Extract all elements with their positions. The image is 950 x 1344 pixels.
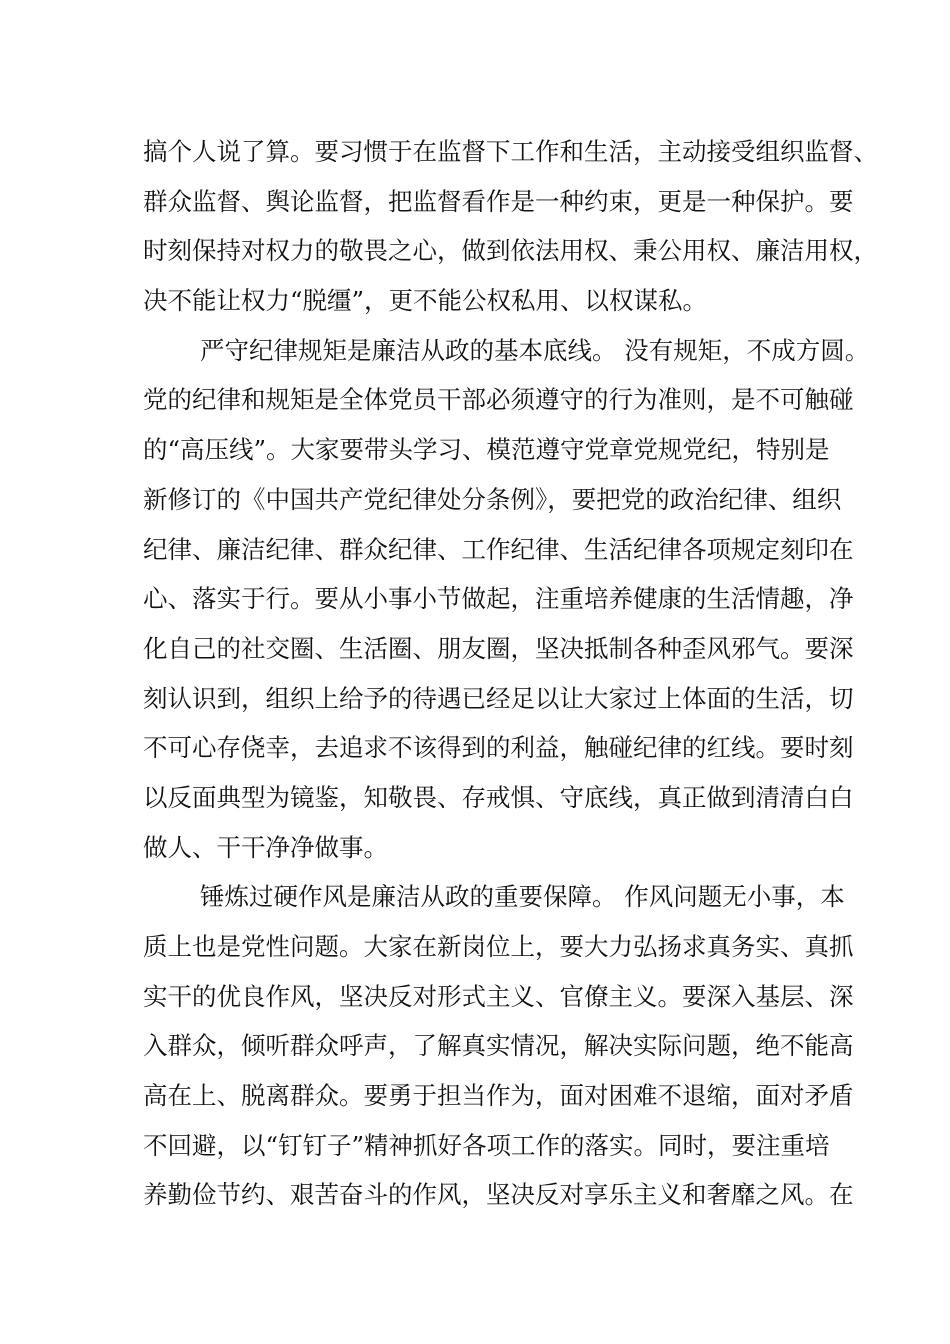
text-line: 纪律、廉洁纪律、群众纪律、工作纪律、生活纪律各项规定刻印在	[143, 534, 854, 564]
paragraph-work-style	[143, 872, 854, 1220]
text-line: 党的纪律和规矩是全体党员干部必须遵守的行为准则，是不可触碰	[143, 385, 854, 415]
text-line: 的“高压线”。大家要带头学习、模范遵守党章党规党纪，特别是	[143, 435, 830, 465]
paragraph-supervision	[143, 127, 878, 326]
text-line: 刻认识到，组织上给予的待遇已经足以让大家过上体面的生活，切	[143, 683, 854, 713]
text-line: 严守纪律规矩是廉洁从政的基本底线。 没有规矩，不成方圆。	[200, 335, 870, 365]
text-line: 质上也是党性问题。大家在新岗位上，要大力弘扬求真务实、真抓	[143, 932, 854, 961]
text-line: 不回避，以“钉钉子”精神抓好各项工作的落实。同时，要注重培	[143, 1130, 830, 1160]
text-line: 群众监督、舆论监督，把监督看作是一种约束，更是一种保护。要	[143, 186, 854, 216]
text-line: 新修订的《中国共产党纪律处分条例》，要把党的政治纪律、组织	[143, 484, 842, 514]
text-line: 养勤俭节约、艰苦奋斗的作风，坚决反对享乐主义和奢靡之风。在	[143, 1180, 854, 1210]
text-line: 不可心存侥幸，去追求不该得到的利益，触碰纪律的红线。要时刻	[143, 733, 854, 763]
text-line: 心、落实于行。要从小事小节做起，注重培养健康的生活情趣，净	[143, 584, 854, 614]
text-line: 搞个人说了算。要习惯于在监督下工作和生活，主动接受组织监督、	[143, 137, 878, 166]
text-line: 做人、干干净净做事。	[143, 832, 388, 862]
text-line: 锤炼过硬作风是廉洁从政的重要保障。 作风问题无小事，本	[200, 882, 845, 912]
document-page	[143, 127, 878, 1220]
text-line: 入群众，倾听群众呼声，了解真实情况，解决实际问题，绝不能高	[143, 1031, 854, 1061]
text-line: 化自己的社交圈、生活圈、朋友圈，坚决抵制各种歪风邪气。要深	[143, 633, 854, 663]
text-line: 以反面典型为镜鉴，知敬畏、存戒惧、守底线，真正做到清清白白	[143, 782, 854, 812]
text-line: 时刻保持对权力的敬畏之心，做到依法用权、秉公用权、廉洁用权，	[143, 236, 878, 266]
text-line: 决不能让权力“脱缰”，更不能公权私用、以权谋私。	[143, 286, 708, 316]
text-line: 高在上、脱离群众。要勇于担当作为，面对困难不退缩，面对矛盾	[143, 1081, 854, 1111]
paragraph-discipline	[143, 326, 870, 873]
text-line: 实干的优良作风，坚决反对形式主义、官僚主义。要深入基层、深	[143, 981, 854, 1011]
